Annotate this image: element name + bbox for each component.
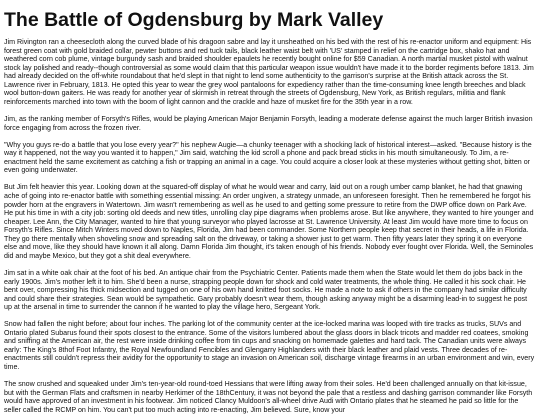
article-paragraph: The snow crushed and squeaked under Jim's ten-year-old round-toed Hessians that were lifting away from their soles. He'd been challenged annually on that kit-issue, but with the German Flats and craftsmen in nearby Herkimer of the 18thCentury, it was not beyond the pale that a restless and dashing garrison commander like Forsyth would have approved of an investment in his footwear. Jim noticed Clancy Muldoon's all-wheel drive Audi with Ontario plates that he steamed he paid so little for the seller called the RCMP on him. You can't put too much acting into re-enacting, Jim believed. Sure, know your [4,380,533,414]
article-paragraph: Jim, as the ranking member of Forsyth's Rifles, would be playing American Major Benjamin Forsyth, leading a moderate defense against the much larger British invasion force engaging from across the frozen river. [4,114,533,132]
article-paragraph: Jim Rivington ran a cheesecloth along the curved blade of his dragoon sabre and lay it unsheathed on his bed with the rest of his re-enactor uniform and equipment: His forest green coat with gold braided collar, pewter buttons and red tuck tails, black leather waist belt with 'US' stamped in relief on the cartridge box, shako hat and weathered corn cob plume, vintage burgundy sash and braided shoulder epaulets he recently bought online for $59 Canadian. A north martial musket pistol with walnut stock lay polished and ready--though controversial as some would claim that this particular weapon issue wouldn't have made it to the border regiments before 1813. Jim had already decided on the off-white roundabout that he'd slept in that night to lend some authenticity to the garrison's surprise at the British attack across the St. Lawrence river in February, 1813. He opted this year to wear the grey wool pantaloons for expediency rather than the time-consuming knee length breeches and black wool button-down gaiters. He was ready for another year of skirmish in retreat through the streets of Ogdensburg, New York, as British regulars, militia and flank reinforcements marched into town with the boom of light cannon and the crackle and haze of musket fire for the 35th year in a row. [4,38,534,106]
article-paragraph: "Why you guys re-do a battle that you lose every year?" his nephew Augie—a chunky teenager with a shocking lack of historical interest—asked. "Because history is the way it happened, not the way you wanted it to happen," Jim said, watching the kid scroll a phone and pack bread sticks in his mouth simultaneously. To Jim, a re-enactment held the same excitement as catching a fish or trapping an animal in a cage. You could acquire a closer look at these mysteries without getting shot, bitten or even going underwater. [4,140,532,175]
article-paragraph: But Jim felt heavier this year. Looking down at the squared-off display of what he would wear and carry, laid out on a rough umber camp blanket, he had that gnawing ache of going into re-enactor battle with something essential missing: An order ungiven, a strategy unmade, an unforeseen foresight. Then he remembered he forgot his powder horn at the engravers in Watertown. Jim wasn't remembering as well as he used to and getting some pressure to retire from the DWP office down on Park Ave. He put his time in with a city job: sorting old deeds and new titles, unrolling clay pipe diagrams when problems arose. But like anywhere, they wanted to hire younger and cheaper. Lee Ann, the City Manager, wanted to hire that young surveyor who played lacrosse at St. Lawrence University. At least Jim would have more time to focus on Forsyth's Rifles. Since Mitch Winters moved down to Naples, Florida, Jim had been commander. Some Northern people keep that secret in their heads, a life in Florida. They go there mentally when shoveling snow and spreading salt on the driveway, or taking a shower just to get warm. Then fifty years later they spring it on everyone else and move, like they should have known it all along. Damn Florida Jim thought, it's taken enough of his friends. Nobody ever fought over Florida. Well, the Seminoles did and maybe Mexico, but they got a shit deal everywhere. [4,183,534,260]
article-title: The Battle of Ogdensburg by Mark Valley [4,9,384,31]
article-paragraph: Jim sat in a white oak chair at the foot of his bed. An antique chair from the Psychiatric Center. Patients made them when the State would let them do jobs back in the early 1900s. Jim's mother left it to him. She'd been a nurse, strapping people down for shock and cold water treatments, the whole thing. He called it his sock chair. He bent over, compressing his thick midsection and tugged on one of his own hand knitted foot socks. He made a note to ask if others in the company had similar difficulty and could share their strategies. Sean would be sympathetic. Gary probably doesn't wear them, though asking anyway might be a disarming lead-in to suggest he post up at the arsenal in time to surrender the cannon if he wanted to play the village hero, Sergeant York. [4,268,528,312]
article-paragraph: Snow had fallen the night before; about four inches. The parking lot of the community center at the ice-locked marina was looped with tire tracks as trucks, SUVs and Ontario plated Subarus found their spots closest to the entrance. Some of the visitors lumbered about the glass doors in black tricots and madder red coatees, smoking and sniffing at the American air, the rest were inside drinking coffee from tin cups and snacking on homemade galettes and hard tack. The Canadian units were always early: The King's 8thof Foot Infantry, the Royal Newfoundland Fencibles and Glengarry Highlanders with their black leather and plaid vests. Three decades of re-enactments still couldn't repress their avidity for the opportunity to stage an invasion on American soil, discharge vintage firearms in an urban environment and win, every time. [4,320,535,372]
